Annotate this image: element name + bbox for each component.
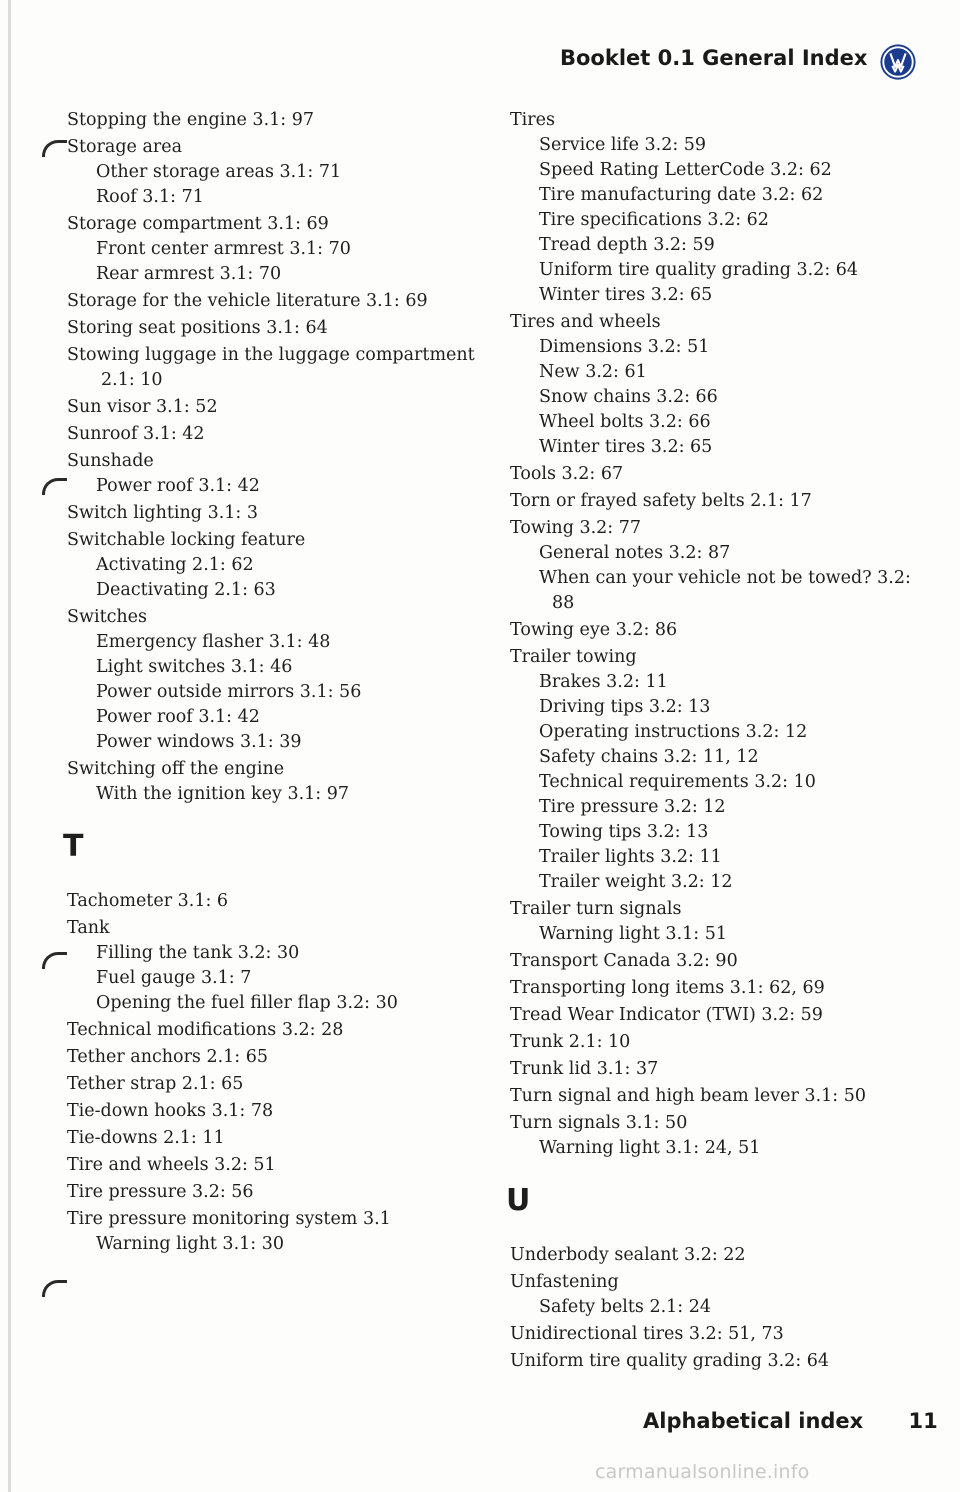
index-subentry: Light switches 3.1: 46 — [96, 657, 293, 677]
index-entry — [67, 528, 487, 603]
index-entry — [510, 618, 920, 643]
index-subentry: Wheel bolts 3.2: 66 — [539, 412, 711, 432]
index-subentry: Snow chains 3.2: 66 — [539, 387, 718, 407]
index-subentry: Tire pressure 3.2: 12 — [539, 797, 726, 817]
index-subentry: Power roof 3.1: 42 — [96, 707, 260, 727]
index-entry — [510, 489, 920, 514]
index-subentry: Safety chains 3.2: 11, 12 — [539, 747, 759, 767]
index-column-right — [506, 108, 920, 1376]
footer-section-label: Alphabetical index — [643, 1409, 864, 1433]
index-entry — [510, 108, 920, 308]
index-term: Tire and wheels 3.2: 51 — [67, 1155, 276, 1175]
index-term: Tire pressure monitoring system 3.1 — [67, 1209, 391, 1229]
index-term: Stowing luggage in the luggage compartment — [67, 345, 475, 365]
index-term: Switching off the engine — [67, 759, 285, 779]
index-entry — [510, 516, 920, 616]
page-header-title: Booklet 0.1 General Index — [560, 46, 868, 70]
index-subentry: New 3.2: 61 — [539, 362, 647, 382]
index-entry — [67, 449, 487, 499]
index-subentry: Winter tires 3.2: 65 — [539, 285, 713, 305]
index-subentry: When can your vehicle not be towed? 3.2: — [539, 568, 911, 588]
index-entry — [67, 1099, 487, 1124]
index-entry — [510, 1057, 920, 1082]
index-subentry: Tire specifications 3.2: 62 — [539, 210, 769, 230]
index-subentry: Emergency flasher 3.1: 48 — [96, 632, 331, 652]
index-term: Underbody sealant 3.2: 22 — [510, 1245, 746, 1265]
index-entry — [67, 395, 487, 420]
index-entry — [510, 645, 920, 895]
index-term: Technical modifications 3.2: 28 — [67, 1020, 344, 1040]
index-term-continuation: 2.1: 10 — [101, 370, 163, 390]
index-section-letter: T — [63, 829, 84, 864]
index-subentry: Power windows 3.1: 39 — [96, 732, 302, 752]
index-term: Towing 3.2: 77 — [510, 518, 642, 538]
index-term: Towing eye 3.2: 86 — [510, 620, 678, 640]
index-subentry: Service life 3.2: 59 — [539, 135, 707, 155]
index-term: Tachometer 3.1: 6 — [67, 891, 229, 911]
watermark-text: carmanualsonline.info — [595, 1461, 810, 1483]
index-subentry: Power roof 3.1: 42 — [96, 476, 260, 496]
index-subentry: Filling the tank 3.2: 30 — [96, 943, 300, 963]
index-entry — [67, 1153, 487, 1178]
index-term: Tie-down hooks 3.1: 78 — [67, 1101, 274, 1121]
index-subentry: Tire manufacturing date 3.2: 62 — [539, 185, 824, 205]
index-entry — [67, 422, 487, 447]
index-column-left — [63, 108, 487, 1259]
index-entry — [67, 289, 487, 314]
index-term: Tether anchors 2.1: 65 — [67, 1047, 269, 1067]
index-entry — [510, 1003, 920, 1028]
index-term: Tools 3.2: 67 — [510, 464, 624, 484]
index-subentry: Trailer lights 3.2: 11 — [539, 847, 722, 867]
binding-notch-mark — [42, 1280, 67, 1297]
index-term: Turn signals 3.1: 50 — [510, 1113, 688, 1133]
index-term: Tread Wear Indicator (TWI) 3.2: 59 — [510, 1005, 823, 1025]
index-entry — [510, 976, 920, 1001]
index-subentry: Warning light 3.1: 24, 51 — [539, 1138, 761, 1158]
index-entry — [67, 501, 487, 526]
index-entry — [510, 949, 920, 974]
index-term: Unidirectional tires 3.2: 51, 73 — [510, 1324, 784, 1344]
index-term: Unfastening — [510, 1272, 619, 1292]
index-term: Tires and wheels — [510, 312, 661, 332]
index-term: Transport Canada 3.2: 90 — [510, 951, 738, 971]
index-entry — [510, 462, 920, 487]
index-subentry: Warning light 3.1: 30 — [96, 1234, 284, 1254]
index-term: Transporting long items 3.1: 62, 69 — [510, 978, 825, 998]
index-subentry: General notes 3.2: 87 — [539, 543, 731, 563]
index-subentry: Dimensions 3.2: 51 — [539, 337, 710, 357]
index-subentry: Deactivating 2.1: 63 — [96, 580, 276, 600]
index-term: Tie-downs 2.1: 11 — [67, 1128, 225, 1148]
index-entry — [510, 1111, 920, 1161]
index-term: Trunk 2.1: 10 — [510, 1032, 631, 1052]
index-subentry: With the ignition key 3.1: 97 — [96, 784, 349, 804]
index-entry — [67, 916, 487, 1016]
index-subentry: Roof 3.1: 71 — [96, 187, 204, 207]
index-subentry: Tread depth 3.2: 59 — [539, 235, 715, 255]
index-subentry: Front center armrest 3.1: 70 — [96, 239, 351, 259]
index-subentry: Technical requirements 3.2: 10 — [539, 772, 816, 792]
page-number: 11 — [908, 1409, 938, 1433]
index-term: Tire pressure 3.2: 56 — [67, 1182, 254, 1202]
binding-notch-mark — [42, 952, 67, 969]
index-term: Switchable locking feature — [67, 530, 306, 550]
index-subentry: Towing tips 3.2: 13 — [539, 822, 709, 842]
index-subentry: Rear armrest 3.1: 70 — [96, 264, 282, 284]
index-entry — [67, 605, 487, 755]
index-term: Tank — [67, 918, 110, 938]
index-subentry: Warning light 3.1: 51 — [539, 924, 727, 944]
index-entry — [67, 135, 487, 210]
binding-notch-mark — [42, 140, 67, 157]
index-term: Storage for the vehicle literature 3.1: 69 — [67, 291, 428, 311]
index-term: Sunshade — [67, 451, 154, 471]
index-term: Trailer turn signals — [510, 899, 682, 919]
index-subentry: Trailer weight 3.2: 12 — [539, 872, 733, 892]
index-subentry: Uniform tire quality grading 3.2: 64 — [539, 260, 859, 280]
index-term: Stopping the engine 3.1: 97 — [67, 110, 314, 130]
page-binding-edge — [8, 0, 11, 1492]
index-subentry: Power outside mirrors 3.1: 56 — [96, 682, 362, 702]
index-entry — [67, 889, 487, 914]
index-entry — [510, 310, 920, 460]
index-subentry: Brakes 3.2: 11 — [539, 672, 668, 692]
index-term: Storing seat positions 3.1: 64 — [67, 318, 328, 338]
index-term: Turn signal and high beam lever 3.1: 50 — [510, 1086, 866, 1106]
index-entry — [510, 897, 920, 947]
index-subentry-continuation: 88 — [552, 593, 575, 613]
binding-notch-mark — [42, 478, 67, 495]
page-footer — [643, 1409, 938, 1433]
index-subentry: Operating instructions 3.2: 12 — [539, 722, 808, 742]
index-entry — [510, 1030, 920, 1055]
index-subentry: Fuel gauge 3.1: 7 — [96, 968, 252, 988]
index-entry — [67, 1180, 487, 1205]
index-term: Tether strap 2.1: 65 — [67, 1074, 244, 1094]
index-entry — [67, 1045, 487, 1070]
index-entry — [67, 108, 487, 133]
index-subentry: Safety belts 2.1: 24 — [539, 1297, 712, 1317]
index-entry — [510, 1322, 920, 1347]
index-term: Storage compartment 3.1: 69 — [67, 214, 329, 234]
vw-logo-icon — [879, 43, 917, 81]
index-section-letter: U — [506, 1183, 531, 1218]
index-entry — [67, 1018, 487, 1043]
index-term: Sunroof 3.1: 42 — [67, 424, 205, 444]
index-subentry: Speed Rating LetterCode 3.2: 62 — [539, 160, 832, 180]
index-subentry: Other storage areas 3.1: 71 — [96, 162, 342, 182]
index-subentry: Opening the fuel filler flap 3.2: 30 — [96, 993, 398, 1013]
index-subentry: Activating 2.1: 62 — [96, 555, 254, 575]
index-entry — [67, 757, 487, 807]
index-entry — [67, 343, 487, 393]
index-term: Switches — [67, 607, 148, 627]
index-entry — [510, 1243, 920, 1268]
index-term: Storage area — [67, 137, 183, 157]
index-entry — [510, 1349, 920, 1374]
index-term: Trailer towing — [510, 647, 637, 667]
index-subentry: Driving tips 3.2: 13 — [539, 697, 711, 717]
index-term: Switch lighting 3.1: 3 — [67, 503, 258, 523]
index-entry — [67, 1126, 487, 1151]
index-entry — [510, 1084, 920, 1109]
index-term: Uniform tire quality grading 3.2: 64 — [510, 1351, 830, 1371]
index-entry — [67, 1072, 487, 1097]
index-subentry: Winter tires 3.2: 65 — [539, 437, 713, 457]
index-term: Sun visor 3.1: 52 — [67, 397, 218, 417]
index-term: Trunk lid 3.1: 37 — [510, 1059, 659, 1079]
index-term: Torn or frayed safety belts 2.1: 17 — [510, 491, 812, 511]
index-entry — [67, 212, 487, 287]
index-entry — [510, 1270, 920, 1320]
index-entry — [67, 1207, 487, 1257]
index-term: Tires — [510, 110, 555, 130]
index-entry — [67, 316, 487, 341]
